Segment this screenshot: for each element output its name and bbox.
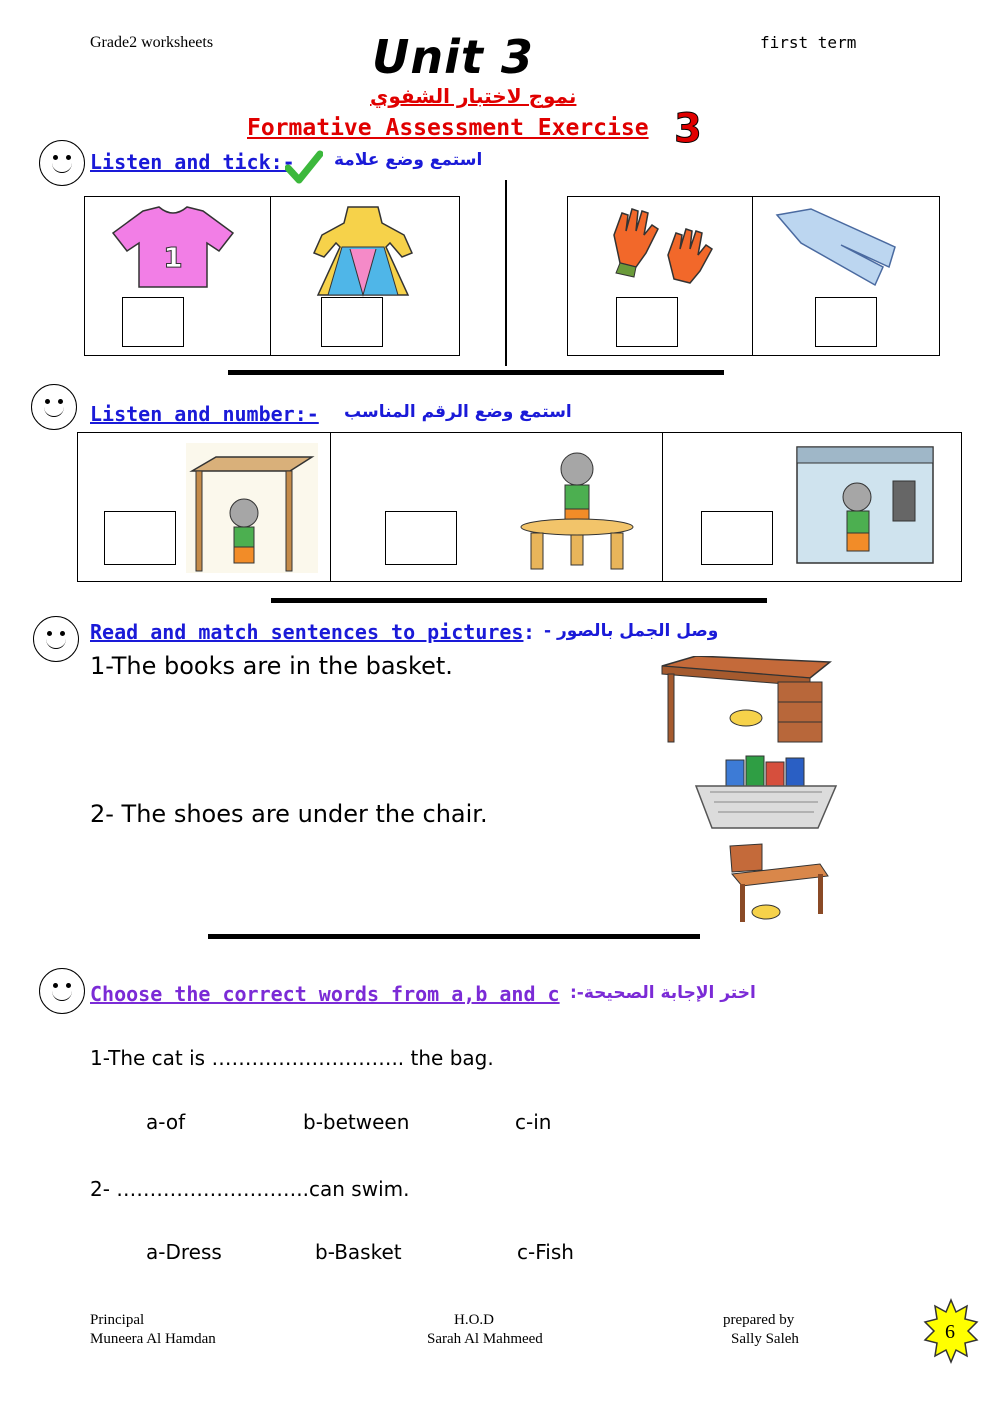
checkmark-icon [285,150,323,184]
match-section-title: Read and match sentences to pictures [90,620,524,644]
picture-cell-mouse-in-phonebooth [662,432,962,582]
footer-hod-name: Sarah Al Mahmeed [427,1331,543,1347]
footer-principal-label: Principal [90,1312,145,1328]
footer-hod-label: H.O.D [454,1312,494,1328]
page-number: 6 [945,1321,955,1343]
picture-cell-mouse-under-table [77,432,332,582]
option-1a[interactable]: a-of [146,1110,186,1134]
dress-icon [308,203,418,298]
picture-cell-tshirt [84,196,272,356]
exercise-title: Formative Assessment Exercise [247,115,649,141]
mouse-in-phonebooth-icon [787,441,947,571]
picture-cell-trousers [752,196,940,356]
question-1: 1-The cat is ……………………….. the bag. [90,1046,494,1070]
exercise-number: 3 [674,106,702,152]
choose-section-arabic: :-اختر الإجابة الصحيحة [570,983,756,1003]
svg-text:1: 1 [163,241,183,274]
choose-section-title: Choose the correct words from a,b and c [90,982,560,1006]
number-box[interactable] [385,511,457,565]
section-divider [228,370,724,375]
smiley-icon [33,616,79,662]
gloves-icon [606,205,726,289]
smiley-icon [31,384,77,430]
option-1b[interactable]: b-between [303,1110,410,1134]
tick-section-arabic: استمع وضع علامة [334,150,483,170]
unit-title: Unit 3 [372,30,534,84]
number-box[interactable] [104,511,176,565]
tick-box[interactable] [321,297,383,347]
arabic-subtitle: نموج لاختبار الشفوي [370,84,577,108]
vertical-divider [505,180,507,366]
tshirt-icon [103,205,243,295]
tick-box[interactable] [122,297,184,347]
footer-prepared-name: Sally Saleh [731,1331,799,1347]
tick-box[interactable] [815,297,877,347]
match-section-colon: : [523,620,536,644]
desk-with-shoes-icon [660,656,832,746]
number-section-title: Listen and number:- [90,402,319,426]
option-2a[interactable]: a-Dress [146,1240,222,1264]
match-sentence-1: 1-The books are in the basket. [90,652,453,680]
number-box[interactable] [701,511,773,565]
mouse-on-stool-icon [505,445,639,573]
picture-cell-gloves [567,196,754,356]
question-2: 2- ………………………..can swim. [90,1177,410,1201]
tick-section-title: Listen and tick:- [90,150,295,174]
trousers-icon [771,207,901,291]
option-1c[interactable]: c-in [515,1110,552,1134]
picture-cell-mouse-on-stool [330,432,664,582]
section-divider [208,934,700,939]
header-grade-label: Grade2 worksheets [90,34,214,51]
match-sentence-2: 2- The shoes are under the chair. [90,800,488,828]
chair-with-shoes-icon [722,842,832,924]
smiley-icon [39,140,85,186]
match-section-arabic: - وصل الجمل بالصور [544,621,719,641]
section-divider [271,598,767,603]
tick-box[interactable] [616,297,678,347]
option-2b[interactable]: b-Basket [315,1240,402,1264]
option-2c[interactable]: c-Fish [517,1240,574,1264]
basket-with-books-icon [690,752,842,830]
picture-cell-dress [270,196,460,356]
smiley-icon [39,968,85,1014]
footer-principal-name: Muneera Al Hamdan [90,1331,216,1347]
mouse-under-table-icon [186,443,318,573]
footer-prepared-label: prepared by [723,1312,795,1328]
number-section-arabic: استمع وضع الرقم المناسب [344,402,572,422]
header-term-label: first term [760,33,857,52]
